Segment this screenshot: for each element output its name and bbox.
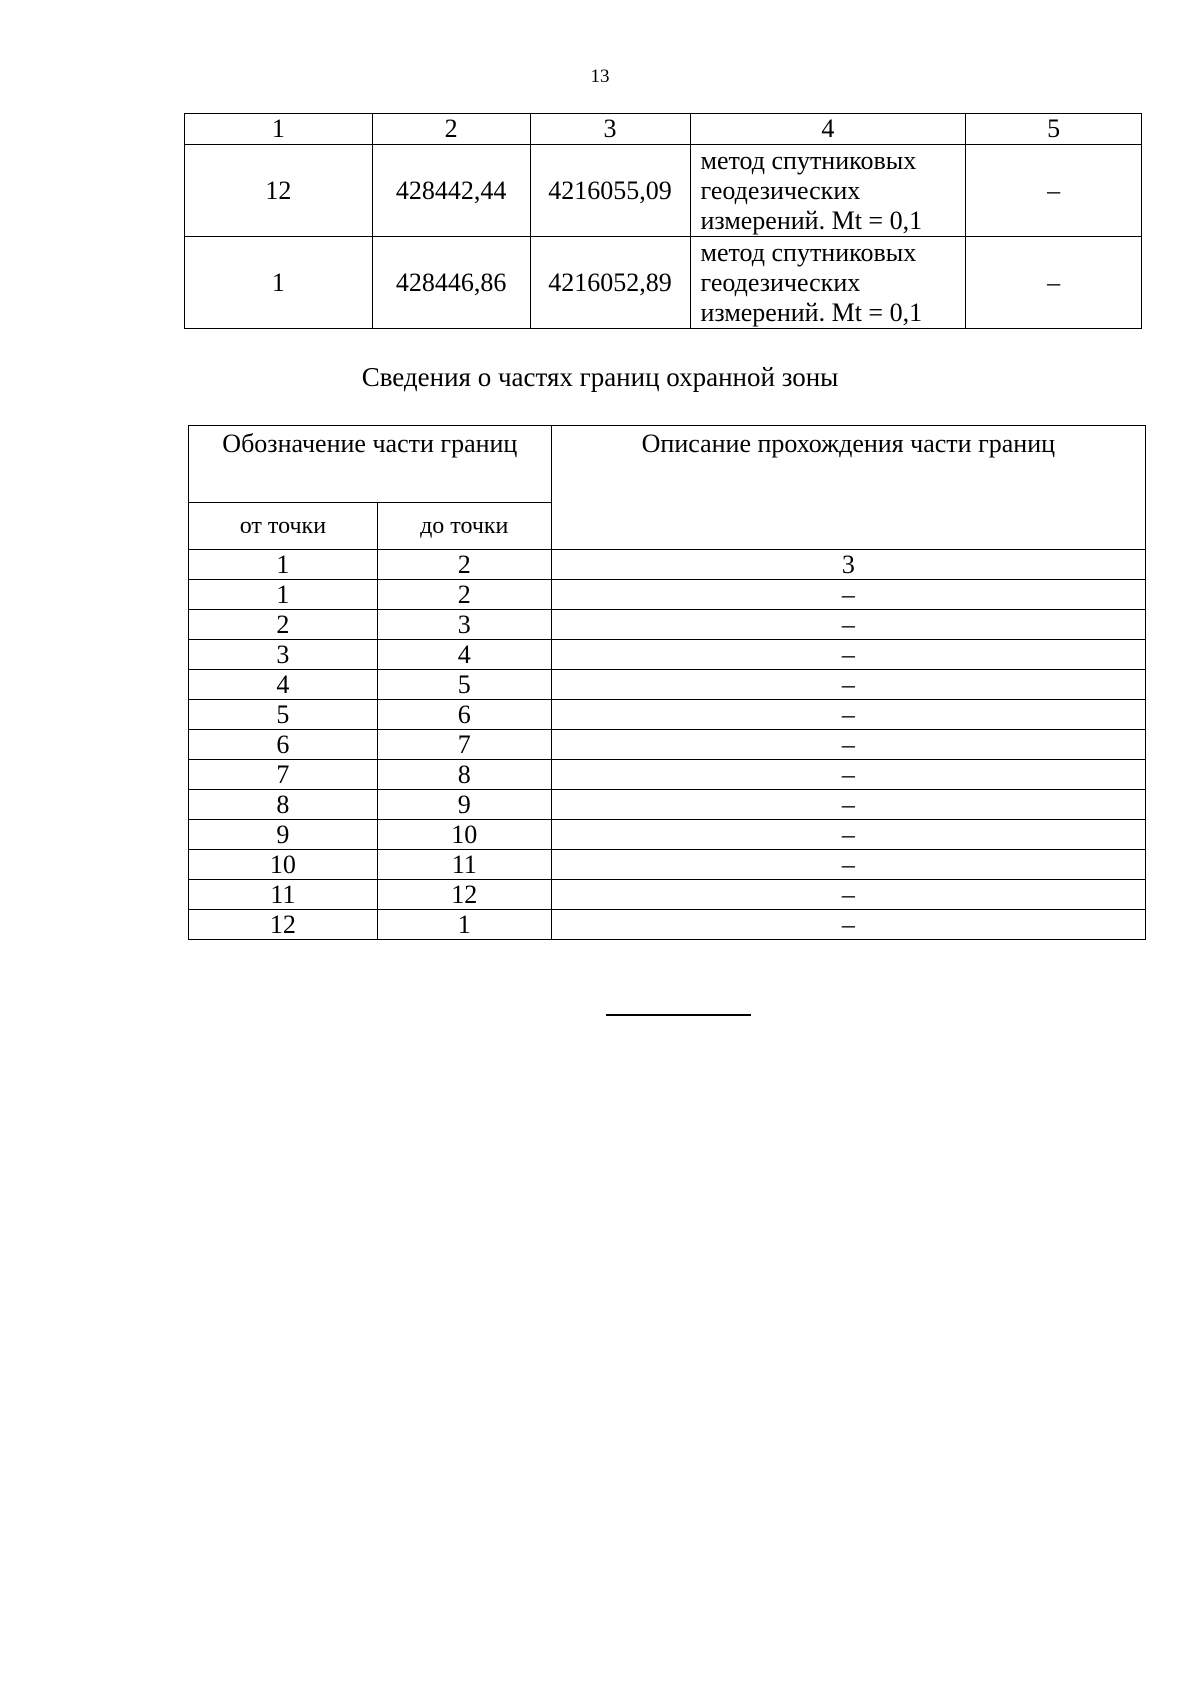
boundary-parts-table xyxy=(188,425,1146,940)
part-description: – xyxy=(551,730,1145,760)
to-point: 9 xyxy=(377,790,551,820)
point-note: – xyxy=(966,145,1142,237)
table-row xyxy=(189,610,1146,640)
to-point: 3 xyxy=(377,610,551,640)
part-description: – xyxy=(551,700,1145,730)
method-line: метод спутниковых xyxy=(700,145,917,175)
end-rule xyxy=(606,1014,751,1016)
part-description: – xyxy=(551,580,1145,610)
part-description: – xyxy=(551,640,1145,670)
part-description: – xyxy=(551,790,1145,820)
table-row xyxy=(189,820,1146,850)
from-point: 11 xyxy=(189,880,378,910)
from-point: 6 xyxy=(189,730,378,760)
from-point: 5 xyxy=(189,700,378,730)
part-description: – xyxy=(551,880,1145,910)
part-description: – xyxy=(551,670,1145,700)
column-number: 5 xyxy=(966,114,1142,145)
column-number: 4 xyxy=(690,114,966,145)
to-point-header: до точки xyxy=(377,503,551,550)
from-point: 8 xyxy=(189,790,378,820)
from-point: 10 xyxy=(189,850,378,880)
part-description: – xyxy=(551,910,1145,940)
part-description: – xyxy=(551,820,1145,850)
table-row xyxy=(189,760,1146,790)
to-point: 6 xyxy=(377,700,551,730)
part-description: – xyxy=(551,760,1145,790)
designation-header: Обозначение части границ xyxy=(189,426,552,503)
from-point: 9 xyxy=(189,820,378,850)
coordinate-x: 428442,44 xyxy=(372,145,530,237)
page-number: 13 xyxy=(590,66,610,87)
point-number: 1 xyxy=(185,237,373,329)
to-point: 4 xyxy=(377,640,551,670)
point-note: – xyxy=(966,237,1142,329)
from-point: 12 xyxy=(189,910,378,940)
column-number: 2 xyxy=(372,114,530,145)
column-number: 1 xyxy=(185,114,373,145)
method-line: метод спутниковых xyxy=(700,237,917,267)
coordinate-y: 4216055,09 xyxy=(530,145,690,237)
part-description: – xyxy=(551,610,1145,640)
to-point: 7 xyxy=(377,730,551,760)
part-description: – xyxy=(551,850,1145,880)
parts-header-row xyxy=(189,426,1146,503)
from-point: 3 xyxy=(189,640,378,670)
from-point: 2 xyxy=(189,610,378,640)
from-point-header: от точки xyxy=(189,503,378,550)
table-row xyxy=(189,580,1146,610)
determination-method xyxy=(690,237,966,329)
column-number: 3 xyxy=(551,550,1145,580)
column-number: 1 xyxy=(189,550,378,580)
coordinates-header-row xyxy=(185,114,1142,145)
table-row xyxy=(189,670,1146,700)
coordinates-table xyxy=(184,113,1142,329)
method-line: измерений. Mt = 0,1 xyxy=(700,205,923,235)
parts-body xyxy=(189,580,1146,940)
to-point: 12 xyxy=(377,880,551,910)
table-row xyxy=(189,730,1146,760)
description-header: Описание прохождения части границ xyxy=(551,426,1145,550)
from-point: 4 xyxy=(189,670,378,700)
to-point: 8 xyxy=(377,760,551,790)
from-point: 1 xyxy=(189,580,378,610)
coordinates-row xyxy=(185,237,1142,329)
coordinate-y: 4216052,89 xyxy=(530,237,690,329)
to-point: 1 xyxy=(377,910,551,940)
coordinates-row xyxy=(185,145,1142,237)
to-point: 10 xyxy=(377,820,551,850)
table-row xyxy=(189,640,1146,670)
numbering-row xyxy=(189,550,1146,580)
to-point: 5 xyxy=(377,670,551,700)
section-title: Сведения о частях границ охранной зоны xyxy=(361,362,839,392)
table-row xyxy=(189,790,1146,820)
method-line: геодезических xyxy=(700,175,861,205)
coordinate-x: 428446,86 xyxy=(372,237,530,329)
table-row xyxy=(189,910,1146,940)
to-point: 11 xyxy=(377,850,551,880)
column-number: 3 xyxy=(530,114,690,145)
table-row xyxy=(189,850,1146,880)
point-number: 12 xyxy=(185,145,373,237)
determination-method xyxy=(690,145,966,237)
table-row xyxy=(189,700,1146,730)
from-point: 7 xyxy=(189,760,378,790)
column-number: 2 xyxy=(377,550,551,580)
to-point: 2 xyxy=(377,580,551,610)
method-line: измерений. Mt = 0,1 xyxy=(700,297,923,327)
method-line: геодезических xyxy=(700,267,861,297)
table-row xyxy=(189,880,1146,910)
